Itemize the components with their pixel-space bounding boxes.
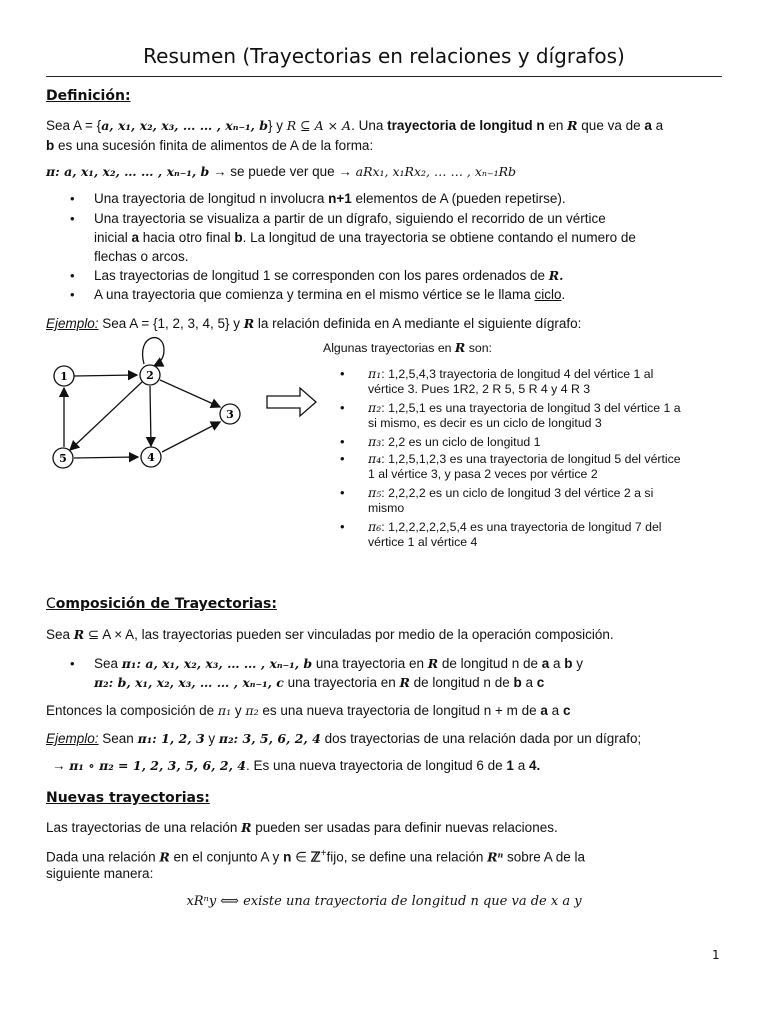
list-item: • Una trayectoria de longitud n involucra n+1 elementos de A (pueden repetirse). (70, 191, 566, 206)
right-arrow-icon (267, 388, 316, 416)
edge-1-2 (74, 375, 137, 376)
list-item: • π₂: 1,2,5,1 es una trayectoria de longitud 3 del vértice 1 a si mismo, es decir es un ciclo de longitud 3 (340, 400, 681, 430)
edge-5-4 (74, 457, 138, 458)
definicion-line1: Sea A = {a, x₁, x₂, x₃, … … , xₙ₋₁, b} y R ⊆ A × A. Una trayectoria de longitud n en R que va de a a (46, 118, 664, 133)
node-2 (140, 365, 160, 385)
list-item: • π₅: 2,2,2,2 es un ciclo de longitud 3 del vértice 2 a si mismo (340, 485, 654, 515)
definicion-form: π: a, x₁, x₂, … … , xₙ₋₁, b → se puede ver que → aRx₁, x₁Rx₂, … … , xₙ₋₁Rb (46, 164, 517, 179)
composicion-heading: Composición de Trayectorias: (46, 596, 277, 612)
composicion-resultado: → π₁ ∘ π₂ = 1, 2, 3, 5, 6, 2, 4. Es una nueva trayectoria de longitud 6 de 1 a 4. (52, 758, 541, 773)
composicion-ejemplo: Ejemplo: Sean π₁: 1, 2, 3 y π₂: 3, 5, 6, 2, 4 dos trayectorias de una relación dada por un dígrafo; (46, 731, 642, 746)
definicion-line2: b es una sucesión finita de alimentos de A de la forma: (46, 138, 374, 153)
title-underline (46, 76, 722, 77)
node-1 (54, 366, 74, 386)
definicion-bullets (70, 191, 730, 306)
list-item: • π₄: 1,2,5,1,2,3 es una trayectoria de longitud 5 del vértice 1 al vértice 3, y pasa 2 veces por vértice 2 (340, 451, 681, 481)
edge-4-3 (162, 422, 220, 452)
edge-2-2 (143, 338, 164, 366)
svg-text:2: 2 (146, 369, 154, 382)
svg-text:3: 3 (226, 408, 234, 421)
digraph (40, 330, 320, 480)
list-item: • A una trayectoria que comienza y termina en el mismo vértice se le llama ciclo. (70, 287, 566, 302)
page-title: Resumen (Trayectorias en relaciones y dígrafos) (143, 44, 625, 68)
edge-2-5 (70, 382, 142, 450)
composicion-bullet: • Sea π₁: a, x₁, x₂, x₃, … … , xₙ₋₁, b una trayectoria en R de longitud n de a a b y π₂: b, x₁, x₂, x₃, … … , xₙ₋₁, c una trayectoria en R de longitud n de b a c (70, 656, 584, 690)
edge-2-4 (150, 386, 151, 446)
nuevas-p2: Dada una relación R en el conjunto A y n ∈ ℤ+fijo, se define una relación Rⁿ sobre A de la (46, 848, 586, 865)
algunas-intro: Algunas trayectorias en R son: (323, 340, 492, 355)
nuevas-p3: siguiente manera: (46, 866, 154, 881)
node-4 (141, 447, 161, 467)
list-item: • π₁: 1,2,5,4,3 trayectoria de longitud 4 del vértice 1 al vértice 3. Pues 1R2, 2 R 5, 5 R 4 y 4 R 3 (340, 366, 654, 396)
list-item: • π₃: 2,2 es un ciclo de longitud 1 (340, 434, 541, 449)
nuevas-heading: Nuevas trayectorias: (46, 790, 210, 806)
list-item: • Una trayectoria se visualiza a partir de un dígrafo, siguiendo el recorrido de un vértice inicial a hacia otro final b. La longitud de una trayectoria se obtiene contando el numero de flechas o arcos. (70, 211, 636, 264)
list-item: • Las trayectorias de longitud 1 se corresponden con los pares ordenados de R. (70, 268, 564, 283)
nuevas-p1: Las trayectorias de una relación R pueden ser usadas para definir nuevas relaciones. (46, 820, 558, 835)
page-number: 1 (712, 948, 720, 962)
definicion-heading: Definición: (46, 88, 131, 104)
edge-2-3 (160, 380, 220, 407)
svg-text:5: 5 (59, 452, 67, 465)
composicion-line1: Sea R ⊆ A × A, las trayectorias pueden ser vinculadas por medio de la operación composición. (46, 627, 614, 642)
node-5 (53, 448, 73, 468)
composicion-entonces: Entonces la composición de π₁ y π₂ es una nueva trayectoria de longitud n + m de a a c (46, 703, 571, 718)
algunas-list (340, 366, 740, 553)
ejemplo1-line: Ejemplo: Sea A = {1, 2, 3, 4, 5} y R la relación definida en A mediante el siguiente dígrafo: (46, 316, 582, 331)
svg-text:1: 1 (60, 370, 68, 383)
node-3 (220, 404, 240, 424)
svg-text:4: 4 (147, 451, 155, 464)
list-item: • π₆: 1,2,2,2,2,2,5,4 es una trayectoria de longitud 7 del vértice 1 al vértice 4 (340, 519, 662, 549)
nuevas-formula: xRⁿy ⟺ existe una trayectoria de longitud n que va de x a y (186, 894, 582, 909)
